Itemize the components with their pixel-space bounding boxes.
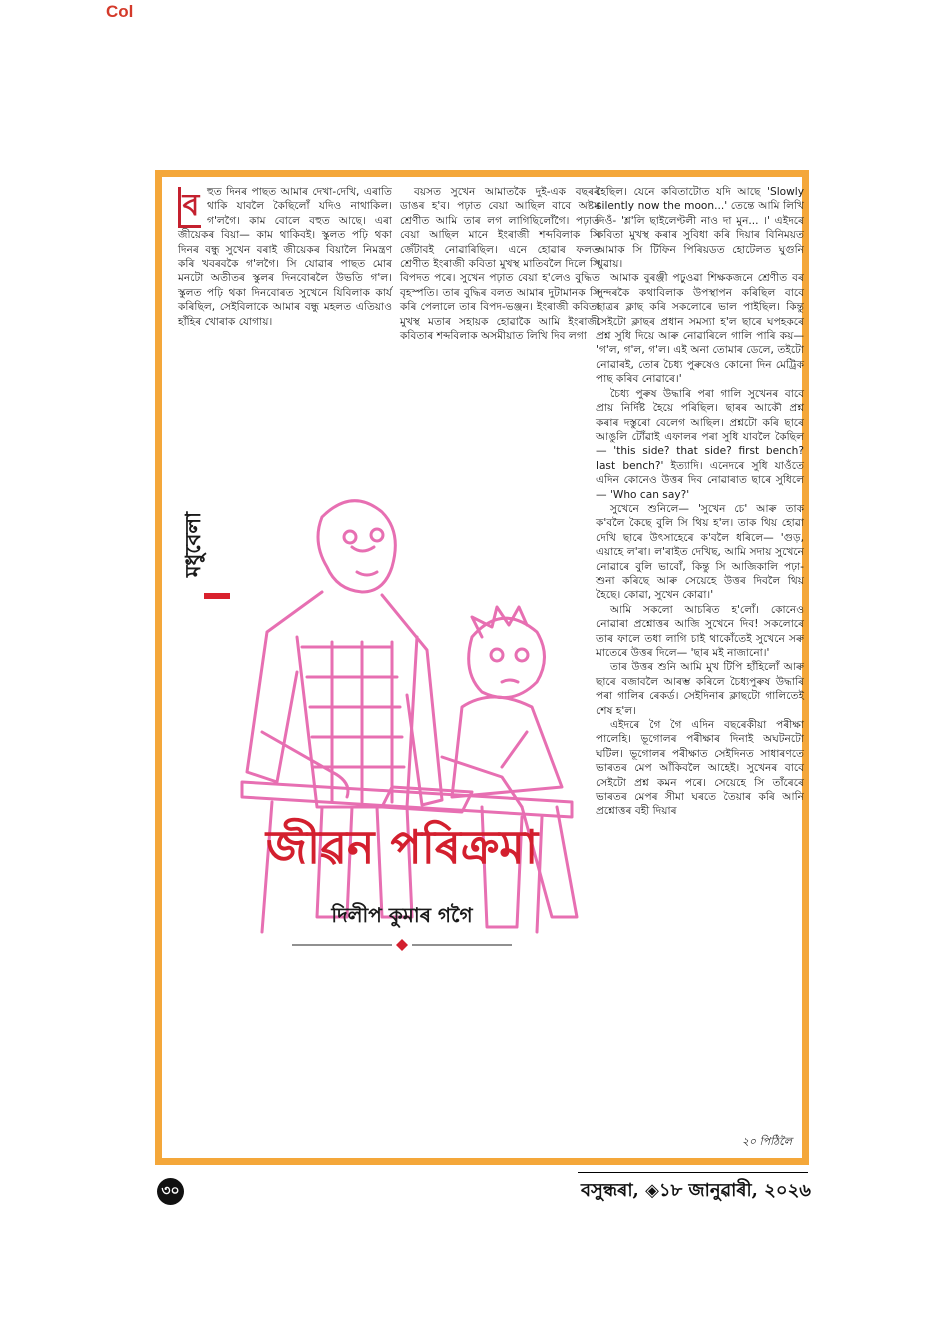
drop-cap: ব (178, 187, 201, 228)
paragraph: সুখেনে শুনিলে— 'সুখেন চে' আৰু তাক ক'বলৈ কৈছে বুলি সি থিয় হ'ল। তাক থিয় হোৱা দেখি ছাৰে উৎসাহেৰে ক'বলৈ ধৰিলে— 'গুড়, এয়াহে ল'ৰা। ল'ৰাইত দেখিছ, আমি সদায় সুখেনে নোৱাৰে বুলি ভাবোঁ, কিন্তু সি আজিকালি পঢ়া-শুনা কৰিছে আৰু সেয়েহে উত্তৰ দিবলৈ থিয় হৈছে। কোৱা, সুখেন কোৱা।' (596, 502, 804, 602)
paragraph: ব হুত দিনৰ পাছত আমাৰ দেখা-দেখি, এৰাতি থাকি যাবলৈ কৈছিলোঁ যদিও নাথাকিল। গ'লগৈ। কাম বোলে বহুত আছে। এৰা জীয়েকৰ বিয়া— কাম থাকিবই। স্কুলত পঢ়ি থকা দিনৰ বন্ধু সুখেন বৰাই জীয়েকৰ বিয়ালৈ নিমন্ত্ৰণ কৰি খবৰবকৈ গ'লগৈ। সি যোৱাৰ পাছত মোৰ মনটো অতীতৰ স্কুলৰ দিনবোৰলৈ উভতি গ'ল। স্কুলত পঢ়ি থকা দিনবোৰত সুখেনে যিবিলাক কাৰ্য কৰিছিল, সেইবিলাকে আমাৰ বন্ধু মহলত এতিয়াও হাঁহিৰ খোৰাক যোগায়। (178, 186, 392, 328)
paragraph: হৈছিল। যেনে কবিতাটোত যদি আছে 'Slowly silently now the moon...' তেন্তে আমি লিখি দিওঁ- 'শ্ল'লি ছাইলেণ্টলী নাও দা মুন... ।' এইদৰে কবিতা মুখস্থ কৰাৰ সুবিধা কৰি দিয়াৰ বিনিময়ত আমাক সি টিফিন পিৰিয়ডত হোটেলত ঘুগুনি খুৱায়। (596, 186, 804, 271)
article-author: দিলীপ কুমাৰ গগৈ (331, 903, 473, 927)
author-divider (292, 939, 512, 951)
article-column-2 (400, 185, 600, 343)
paragraph: তাৰ উত্তৰ শুনি আমি মুখ টিপি হাঁহিলোঁ আৰু ছাৰে বজাবলৈ আৰম্ভ কৰিলে চৈধ্যপুৰুষ উদ্ধাৰি পৰা গালিৰ ৰেকৰ্ড। সেইদিনাৰ ক্লাছটো গালিতেই শেষ হ'ল। (596, 661, 804, 717)
paragraph: চৈধ্য পুৰুষ উদ্ধাৰি পৰা গালি সুখেনৰ বাবে প্ৰায় নিৰ্দিষ্ট হৈয়ে পৰিছিল। ছাৰৰ আকৌ প্ৰশ্ন কৰাৰ দস্তুৰো বেলেগ আছিল। প্ৰশ্নটো কৰি ছাৰে আঙুলি টোঁৱাই এফালৰ পৰা সুধি যাবলৈ কৈছিল— 'this side? that side? first bench? last bench?' ইত্যাদি। এনেদৰে সুধি যাওঁতে এদিন কোনেও উত্তৰ দিব নোৱাৰাত ছাৰে সুধিলে— 'Who can say?' (596, 387, 804, 501)
masthead: বসুন্ধৰা, ◈১৮ জানুৱাৰী, ২০২৬ (581, 1180, 811, 1201)
paragraph: আমাক বুৰঞ্জী পঢ়ুওৱা শিক্ষকজনে শ্ৰেণীত বৰ সুন্দৰকৈ কথাবিলাক উপস্থাপন কৰিছিল বাবে ছাত্ৰৰ ক্লাছ কৰি সকলোৰে ভাল পাইছিল। কিন্তু সেইটো ক্লাছৰ প্ৰধান সমস্যা হ'ল ছাৰে ঘপহকৰে প্ৰশ্ন সুধি দিয়ে আৰু নোৱাৰিলে গালি পাৰি কয়— 'গ'ল, গ'ল, গ'ল। এই অনা তোমাৰ ডেলে, তইটো নোৱাৰই, তোৰ চৈধ্য পুৰুষেও কোনো দিন মেট্ৰিক পাছ কৰিব নোৱাৰে।' (596, 272, 804, 386)
article-frame (155, 170, 809, 1165)
article-title: জীৱন পৰিক্ৰমা (265, 820, 539, 874)
corner-mark: Col (106, 2, 134, 21)
paragraph: আমি সকলো আচৰিত হ'লোঁ। কোনেও নোৱাৰা প্ৰশ্নোত্তৰ আজি সুখেনে দিব! সকলোৰে তাৰ ফালে তধা লাগি চাই থাকোঁতেই সুখেনে সৰু মাতেৰে উত্তৰ দিলে— 'ছাৰ মই নাজানো।' (596, 603, 804, 659)
paragraph: বয়সত সুখেন আমাতকৈ দুই-এক বছৰৰ ডাঙৰ হ'ব। পঢ়াত বেয়া আছিল বাবে অষ্টম শ্ৰেণীত আমি তাৰ লগ লাগিছিলোঁগৈ। পঢ়াত বেয়া আছিল মানে ইংৰাজী শব্দবিলাক সি জেঁটাবই নোৱাৰিছিল। এনে হোৱাৰ ফলত শ্ৰেণীত ইংৰাজী কবিতা মুখস্থ মাতিবলৈ দিলে সি বিপদত পৰে। সুখেন পঢ়াত বেয়া হ'লেও বুদ্ধিত বৃহস্পতি। তাৰ বুদ্ধিৰ বলত আমাৰ দুটামানক সি কৰি পেলালে তাৰ বিপদ-ভঞ্জন। ইংৰাজী কবিতা মুখস্থ মতাৰ সহায়ক হোৱাকৈ আমি ইংৰাজী কবিতাৰ শব্দবিলাক অসমীয়াত লিখি দিব লগা (400, 186, 600, 343)
article-column-3 (596, 185, 804, 819)
column-label-text: মধুবেলা (181, 511, 206, 578)
page-number: ৩০ (157, 1178, 184, 1205)
footer-rule (578, 1172, 808, 1173)
article-column-1 (178, 185, 392, 329)
paragraph: এইদৰে গৈ গৈ এদিন বছৰেকীয়া পৰীক্ষা পালেহি। ভূগোলৰ পৰীক্ষাৰ দিনাই অঘটনটো ঘটিল। ভূগোলৰ পৰীক্ষাত সেইদিনত সাধাৰণতে ভাৰতৰ মেপ আঁকিবলৈ আহেই। সুখেনৰ বাবে সেইটো প্ৰশ্ন কমন পৰে। সেয়েহে সি তাঁৰেৰে ভাৰতৰ মেপৰ সীমা ঘৰতে তৈয়াৰ কৰি আনি প্ৰশ্নোত্তৰ বহী দিয়াৰ (596, 719, 804, 818)
continued-note: ২০ পিঠিলৈ (741, 1135, 792, 1148)
